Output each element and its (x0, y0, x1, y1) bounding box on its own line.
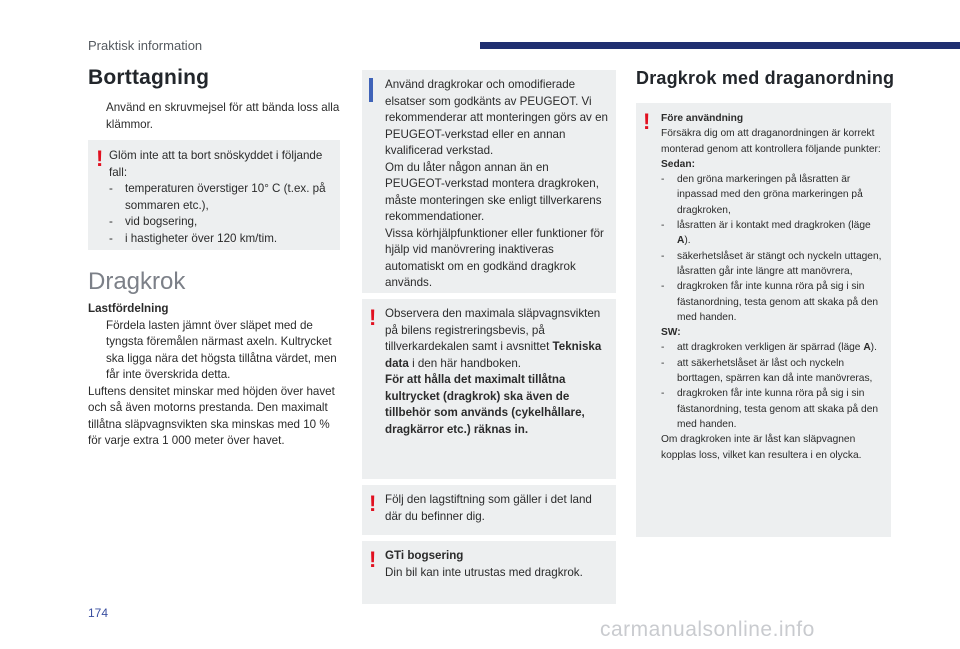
dragkrok-paragraph: Luftens densitet minskar med höjden över havet och så även motorns prestanda. Den maximalt tillåtna släpvagnsvikten ska minskas med 10 % för varje extra 1 000 meter över havet. (88, 384, 335, 447)
subheading-lastfordelning: Lastfördelning (88, 302, 169, 315)
warning-list-item: - temperaturen överstiger 10° C (t.ex. på sommaren etc.), (109, 182, 326, 212)
borttagning-bullet-text: Använd en skruvmejsel för att bända loss alla klämmor. (106, 101, 340, 131)
sedan-list-item: - den gröna markeringen på låsratten är inpassad med den gröna markeringen på dragkroken, (661, 174, 863, 216)
trailer-weight-warning-box (362, 299, 616, 479)
before-use-intro: Försäkra dig om att draganordningen är korrekt monterad genom att kontrollera följande punkter: (661, 128, 881, 155)
warning-intro: Glöm inte att ta bort snöskyddet i följande fall: (109, 149, 323, 179)
before-use-title: Före användning (661, 113, 744, 124)
heading-dragkrok: Dragkrok (88, 268, 186, 295)
info-text: Använd dragkrokar och omodifierade elsatser som godkänts av PEUGEOT. Vi rekommenderar att monteringen görs av en PEUGEOT-verkstad eller en annan kvalificerad verkstad. Om du låter någon annan än en PEUGEOT-verkstad montera dragkroken, måste monteringen ske enligt tillverkarens rekommendationer. Vissa körhjälpfunktioner eller funktioner för hjälp vid manövrering inaktiveras automatiskt om en godkänd dragkrok används. (385, 78, 608, 289)
heading-borttagning: Borttagning (88, 66, 210, 89)
heading-dragkrok-med-draganordning: Dragkrok med draganordning (636, 68, 895, 88)
section-header: Praktisk information (88, 38, 203, 53)
trailer-weight-text: Observera den maximala släpvagnsvikten på bilens registreringsbevis, på tillverkardekalen samt i avsnittet Tekniska data i den här handboken. För att hålla det maximalt tillåtna kultrycket (dragkrok) ska även de tillbehör som används (cykelhållare, dragkärror etc.) räknas in. (385, 307, 602, 436)
gti-text: Din bil kan inte utrustas med dragkrok. (385, 565, 583, 579)
info-icon (369, 78, 373, 102)
watermark: carmanualsonline.info (600, 618, 815, 641)
warning-icon: ! (369, 305, 377, 330)
warning-icon: ! (369, 547, 377, 572)
gti-title: GTi bogsering (385, 549, 464, 562)
sw-list-item: - att säkerhetslåset är låst och nyckeln borttagen, spärren kan då inte manövreras, (661, 357, 873, 385)
bullet-icon (88, 318, 106, 384)
warning-icon: ! (369, 491, 377, 516)
warning-icon: ! (643, 109, 651, 134)
borttagning-bullet (88, 100, 340, 133)
legislation-text: Följ den lagstiftning som gäller i det land där du befinner dig. (385, 493, 592, 523)
warning-list-item: - vid bogsering, (109, 215, 198, 228)
sedan-title: Sedan: (661, 158, 695, 170)
legislation-warning-box (362, 485, 616, 535)
sedan-list-item: - säkerhetslåset är stängt och nyckeln uttagen, låsratten går inte längre att manövrera, (661, 250, 882, 277)
sw-list-item: - dragkroken får inte kunna röra på sig i sin fästanordning, testa genom att skaka på den med handen. (661, 388, 879, 430)
sedan-list-item: - dragkroken får inte kunna röra på sig i sin fästanordning, testa genom att skaka på den med handen. (661, 281, 879, 323)
header-accent-bar (480, 42, 960, 49)
sedan-list-item: - låsratten är i kontakt med dragkroken (läge A). (661, 220, 871, 247)
warning-icon: ! (96, 146, 104, 171)
before-use-warning-box (636, 103, 891, 537)
closing-text: Om dragkroken inte är låst kan släpvagnen kopplas loss, vilket kan resultera i en olycka. (661, 434, 862, 461)
gti-warning-box (362, 541, 616, 604)
info-box (362, 70, 616, 293)
snow-cover-warning-box (88, 140, 340, 250)
sw-list-item: - att dragkroken verkligen är spärrad (läge A). (661, 342, 877, 354)
dragkrok-bullet: Fördela lasten jämnt över släpet med de tyngsta föremålen närmast axeln. Kultrycket ska ligga nära det högsta tillåtna värdet, men får inte överskrida detta. (88, 318, 342, 384)
bullet-icon (88, 100, 106, 133)
sw-title: SW: (661, 327, 681, 339)
page-number: 174 (88, 606, 109, 620)
warning-list-item: - i hastigheter över 120 km/tim. (109, 231, 278, 245)
